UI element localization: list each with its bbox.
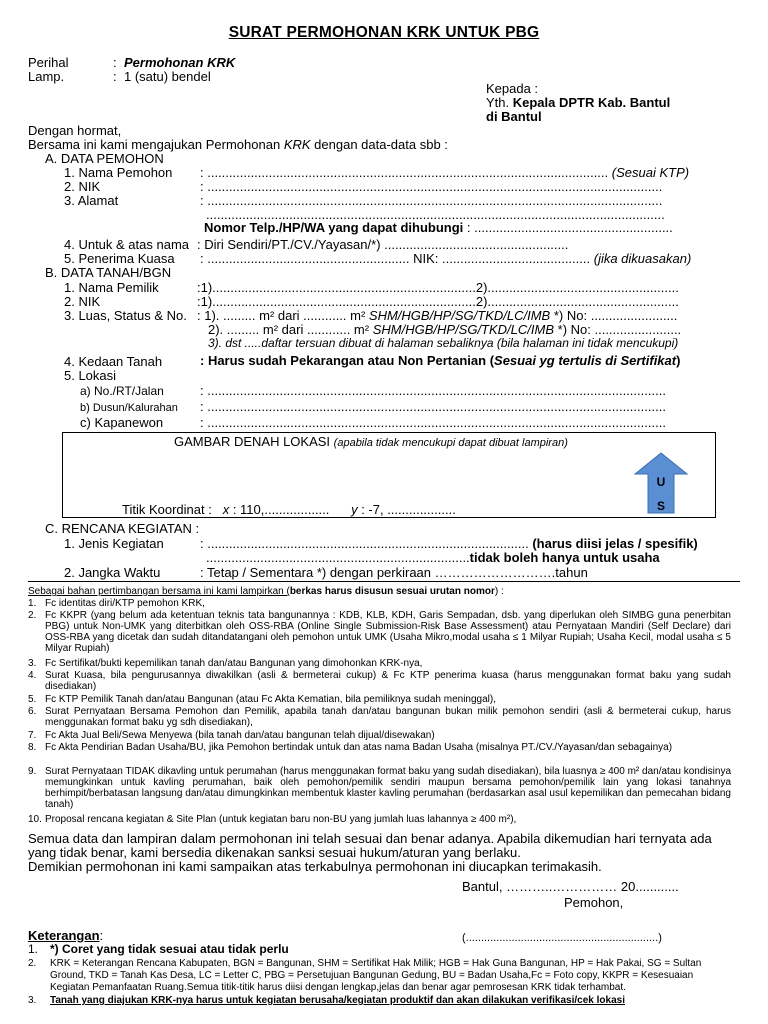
jenis-kegiatan-dots-2: ......................................................................... (206, 550, 470, 565)
atas-nama-field[interactable] (197, 238, 568, 252)
intro-krk: KRK (283, 137, 311, 152)
intro-text-b: dengan data-data sbb : (314, 137, 448, 152)
jangka-waktu-label: 2. Jangka Waktu (64, 565, 161, 580)
luas-dst-note: 3). dst .....daftar tersuan dibuat di halaman sebaliknya (bila halaman ini tidak mencukupi) (208, 336, 679, 350)
jenis-kegiatan-label: 1. Jenis Kegiatan (64, 536, 164, 551)
lampiran-item: Fc Sertifikat/bukti kepemilikan tanah dan/atau Bangunan yang dimohonkan KRK-nya, (45, 658, 423, 669)
lampiran-intro-text: Sebagai bahan pertimbangan bersama ini kami lampirkan ( (28, 586, 290, 597)
lampiran-item: Proposal rencana kegiatan & Site Plan (untuk kegiatan baru non-BU yang jumlah luas lahannya ≥ 400 m²), (45, 814, 517, 825)
lampiran-item: Fc Akta Pendirian Badan Usaha/BU, jika Pemohon bertindak untuk dan atas nama Badan Usaha (misalnya PT./CV./Yayasan/dan sebagainya) (45, 742, 673, 753)
lampiran-item: Fc identitas diri/KTP pemohon KRK, (45, 598, 205, 609)
arrow-s-label: S (656, 499, 666, 513)
jenis-kegiatan-field[interactable] (200, 537, 698, 551)
sesuai-ktp-note: (Sesuai KTP) (611, 165, 690, 180)
koordinat-y-value: : -7, ................... (361, 502, 456, 517)
nik-field[interactable]: : .............................................................................................................................. (200, 179, 663, 194)
perihal-value: Permohonan KRK (124, 55, 236, 70)
koordinat-x-value: : 110,.................. (232, 502, 330, 517)
perihal-label: Perihal (28, 55, 69, 70)
lampiran-item: Fc KTP Pemilik Tanah dan/atau Bangunan (atau Fc Akta Kematian, bila pemiliknya sudah meninggal), (45, 694, 497, 705)
alamat-label: 3. Alamat (64, 193, 119, 208)
koordinat-label: Titik Koordinat : (122, 502, 212, 517)
lamp-value: 1 (satu) bendel (124, 69, 211, 84)
luas-2-no: *) No: ........................ (557, 322, 682, 337)
date-line[interactable]: Bantul, ………..…………… 20............ (462, 879, 679, 894)
closing-paragraph-1: Semua data dan lampiran dalam permohonan ini telah sesuai dan benar adanya. Apabila dikemudian hari ternyata ada yang tidak benar, kami bersedia dikenakan sanksi sesuai hukum/aturan yang berlaku. (28, 831, 712, 860)
jika-dikuasakan-note: (jika dikuasakan) (593, 251, 692, 266)
telp-label: Nomor Telp./HP/WA yang dapat dihubungi (204, 220, 464, 235)
jalan-field[interactable]: : ............................................................................................................................... (200, 383, 666, 398)
lampiran-item: Surat Kuasa, bila pengurusannya diwakilkan (asli & bermeterai cukup) & Fc KTP penerima kuasa (harus menggunakan format baku yang sudah disediakan) (45, 670, 731, 692)
denah-note: (apabila tidak mencukupi dapat dibuat lampiran) (333, 437, 568, 449)
dusun-label: b) Dusun/Kalurahan (80, 402, 178, 414)
jenis-kegiatan-dots: : ......................................................................................... (200, 536, 529, 551)
kedaan-tanah-close: ) (676, 353, 681, 368)
lampiran-item: Fc KKPR (yang belum ada ketentuan teknis tata bangunannya : KDB, KLB, KDH, Garis Sempadan, dsb. yang diperlukan oleh SIMBG guna penerbitan PBG) untuk Non-UMK yang diterbitkan oleh OSS-RBA (Online Single Submission-Risk Base Assessment) atau Pernyataan Mandiri (Self Declare) dari OSS-RBA yang dicetak dan sudah ditandatangani oleh pemohon untuk UMK (Usaha Mikro,modal usaha ≤ 1 Milyar Rupiah; Usaha Kecil, modal usaha ≤ 5 Milyar Rupiah) (45, 610, 731, 654)
nama-pemohon-field[interactable] (200, 166, 689, 180)
keterangan-num: 3. (28, 995, 37, 1006)
atas-nama-label: 4. Untuk & atas nama (64, 237, 190, 252)
lampiran-num: 8. (28, 742, 37, 753)
lampiran-num: 5. (28, 694, 37, 705)
koordinat-y-label: y (351, 502, 358, 517)
perihal-colon: : (113, 55, 117, 70)
document-title: SURAT PERMOHONAN KRK UNTUK PBG (228, 24, 540, 41)
lampiran-num: 6. (28, 706, 37, 717)
koordinat-x-label: x (222, 502, 230, 517)
luas-1-no: *) No: ........................ (553, 308, 678, 323)
kedaan-tanah-text: : Harus sudah Pekarangan atau Non Pertanian ( (200, 353, 495, 368)
keterangan-heading (28, 929, 103, 943)
nik-pemilik-label: 2. NIK (64, 294, 101, 309)
keterangan-num: 1. (28, 942, 39, 956)
yth-name: Kepala DPTR Kab. Bantul (512, 95, 671, 110)
penerima-kuasa-label: 5. Penerima Kuasa (64, 251, 175, 266)
keterangan-colon: : (99, 928, 104, 943)
nama-pemilik-label: 1. Nama Pemilik (64, 280, 159, 295)
jenis-kegiatan-note: (harus diisi jelas / spesifik) (532, 536, 698, 551)
lamp-label: Lamp. (28, 69, 65, 84)
lampiran-intro (28, 586, 504, 597)
lampiran-num: 9. (28, 766, 37, 777)
lampiran-num: 10. (28, 814, 42, 825)
yth-prefix: Yth. (486, 95, 510, 110)
luas-status-label: 3. Luas, Status & No. (64, 308, 187, 323)
arrow-u-label: U (656, 475, 666, 489)
greeting: Dengan hormat, (28, 123, 122, 138)
lampiran-intro-end: ) : (494, 586, 504, 597)
atas-nama-dots: ................................................... (384, 237, 569, 252)
luas-2-area: 2). ......... m² dari ............ m² (208, 322, 370, 337)
intro-line (28, 138, 448, 152)
keterangan-item: *) Coret yang tidak sesuai atau tidak perlu (50, 942, 289, 956)
telp-dots: : ....................................................... (466, 220, 673, 235)
kapanewon-label: c) Kapanewon (80, 415, 164, 430)
lokasi-label: 5. Lokasi (64, 368, 117, 383)
titik-koordinat-line[interactable] (122, 503, 456, 517)
intro-text-a: Bersama ini kami mengajukan Permohonan (28, 137, 281, 152)
section-c-heading: C. RENCANA KEGIATAN : (45, 521, 200, 536)
lampiran-num: 7. (28, 730, 37, 741)
divider (28, 581, 740, 582)
lampiran-num: 4. (28, 670, 37, 681)
lamp-colon: : (113, 69, 117, 84)
telp-line[interactable] (204, 221, 673, 235)
lampiran-item: Surat Pernyataan TIDAK dikavling untuk perumahan (harus menggunakan format baku yang sudah disediakan), bila luasnya ≥ 400 m² dan/atau kondisinya memungkinkan untuk kavling perumahan, baik oleh pemohon/pemilik sendiri maupun bersama pemohon/pemilik lain yang lokasi tanahnya berhimpit/berbatasan langsung dan/atau dimungkinkan membentuk klaster kavling perumahan (berdasarkan asal usul kepemilikan dan pemecahan bidang tanah) (45, 766, 731, 810)
lampiran-item: Surat Pernyataan Bersama Pemohon dan Pemilik, apabila tanah dan/atau bangunan bukan milik pemohon sendiri (asli & bermeterai cukup, harus menggunakan format baku yg sdh disediakan), (45, 706, 731, 728)
nama-pemohon-label: 1. Nama Pemohon (64, 165, 173, 180)
nama-pemohon-dots: : ............................................................................................................... (200, 165, 609, 180)
yth-line (486, 96, 670, 110)
section-a-heading: A. DATA PEMOHON (45, 151, 164, 166)
penerima-kuasa-nik: NIK: ......................................... (413, 251, 591, 266)
nik-label: 2. NIK (64, 179, 101, 194)
penerima-kuasa-field[interactable] (200, 252, 691, 266)
luas-2-shm: SHM/HGB/HP/SG/TKD/LC/IMB (372, 322, 555, 337)
keterangan-title: Keterangan (28, 928, 100, 943)
kedaan-tanah-value (200, 354, 680, 368)
closing-paragraph-2: Demikian permohonan ini kami sampaikan atas terkabulnya permohonan ini diucapkan terimakasih. (28, 859, 602, 874)
denah-title: GAMBAR DENAH LOKASI (174, 434, 331, 449)
luas-1-area: : 1). ......... m² dari ............ m² (197, 308, 366, 323)
kedaan-tanah-label: 4. Kedaan Tanah (64, 354, 163, 369)
lampiran-num: 3. (28, 658, 37, 669)
atas-nama-options: : Diri Sendiri/PT./CV./Yayasan/*) (197, 237, 381, 252)
jangka-waktu-field[interactable] (200, 566, 588, 580)
luas-status-field-1[interactable] (197, 309, 677, 323)
jangka-waktu-unit: tahun (555, 565, 588, 580)
luas-1-shm: SHM/HGB/HP/SG/TKD/LC/IMB (368, 308, 551, 323)
lampiran-item: Fc Akta Jual Beli/Sewa Menyewa (bila tanah dan/atau bangunan telah dijual/disewakan) (45, 730, 435, 741)
jangka-waktu-options: : Tetap / Sementara *) dengan perkiraan (200, 565, 432, 580)
kedaan-tanah-italic: Sesuai yg tertulis di Sertifikat (494, 353, 677, 368)
dusun-field[interactable]: : ............................................................................................................................... (200, 399, 666, 414)
alamat-field[interactable]: : .............................................................................................................................. (200, 193, 663, 208)
jenis-kegiatan-note-2: tidak boleh hanya untuk usaha (469, 550, 660, 565)
signature-line[interactable]: (...............................................................) (462, 932, 662, 944)
section-b-heading: B. DATA TANAH/BGN (45, 265, 172, 280)
pemohon-label: Pemohon, (564, 895, 624, 910)
north-arrow-icon (634, 452, 688, 514)
luas-status-field-2[interactable] (208, 323, 681, 337)
lampiran-num: 1. (28, 598, 37, 609)
jangka-waktu-dots: ………………………. (434, 565, 556, 580)
penerima-kuasa-dots: : ........................................................ (200, 251, 410, 266)
keterangan-item: Tanah yang diajukan KRK-nya harus untuk kegiatan berusaha/kegiatan produktif dan akan dilakukan verifikasi/cek lokasi (50, 995, 625, 1006)
alamat-field-2[interactable]: ............................................................................................................................... (206, 207, 665, 222)
denah-title-line (174, 435, 568, 449)
lampiran-num: 2. (28, 610, 37, 621)
di-bantul: di Bantul (486, 109, 542, 124)
lampiran-intro-bold: berkas harus disusun sesuai urutan nomor (289, 586, 495, 597)
nik-pemilik-field[interactable]: :1).........................................................................2)..................................................... (197, 294, 679, 309)
keterangan-item: KRK = Keterangan Rencana Kabupaten, BGN = Bangunan, SHM = Sertifikat Hak Milik; HGB = Hak Guna Bangunan, HP = Hak Pakai, SG = Sultan Ground, TKD = Tanah Kas Desa, LC = Letter C, PBG = Persetujuan Bangunan Gedung, BU = Badan Usaha,Fc = Foto copy, KKPR = Kesesuaian Kegiatan Pemanfaatan Ruang.Semua titik-titik harus diisi dengan lengkap,jelas dan benar agar pemrosesan KRK tidak terhambat. (50, 958, 702, 993)
keterangan-num: 2. (28, 958, 37, 969)
kepada-label: Kepada : (486, 81, 539, 96)
jalan-label: a) No./RT/Jalan (80, 384, 164, 398)
nama-pemilik-field[interactable]: :1).........................................................................2)..................................................... (197, 280, 679, 295)
kapanewon-field[interactable]: : ............................................................................................................................... (200, 415, 666, 430)
jenis-kegiatan-field-2[interactable] (206, 551, 660, 565)
